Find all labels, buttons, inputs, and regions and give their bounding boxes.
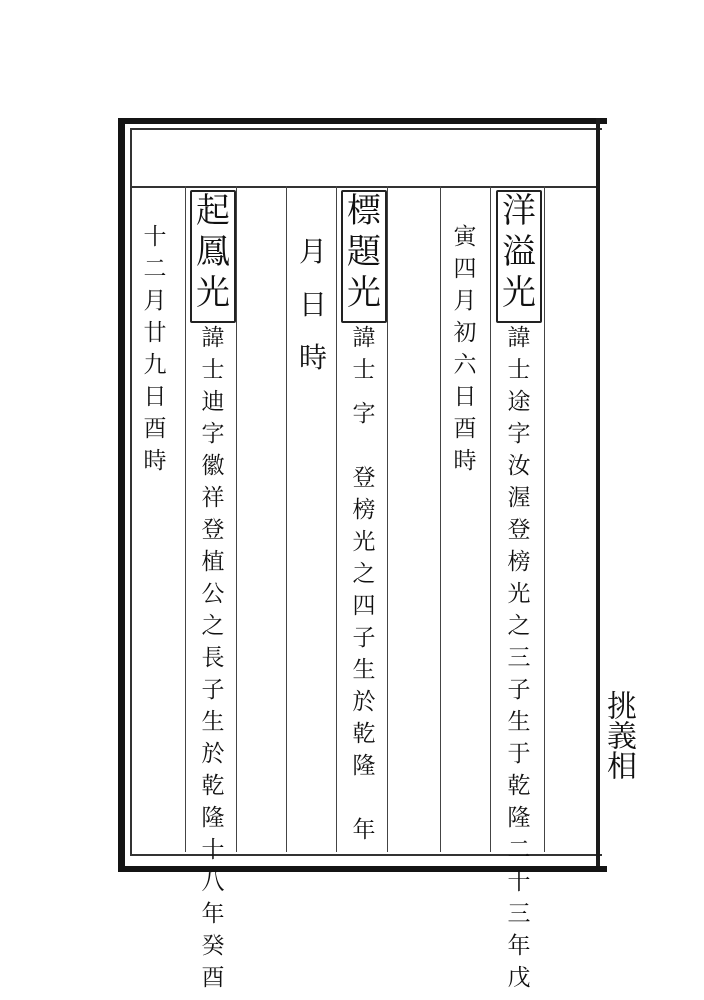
text-char: 十 xyxy=(201,837,225,863)
text-char: 二 xyxy=(143,256,167,282)
text-char: 字 xyxy=(352,401,376,427)
date-placeholder-text xyxy=(296,235,330,381)
text-char: 乾 xyxy=(201,773,225,799)
text-char: 迪 xyxy=(201,389,225,415)
text-char: 乾 xyxy=(352,721,376,747)
text-char: 光 xyxy=(196,273,230,313)
date-column xyxy=(296,235,330,381)
text-char: 四 xyxy=(352,593,376,619)
date-column xyxy=(140,226,170,482)
text-char: 酉 xyxy=(201,965,225,991)
text-char: 植 xyxy=(201,549,225,575)
text-char: 生 xyxy=(507,709,531,735)
margin-text-label: 挑義相 xyxy=(601,690,636,780)
column-rule xyxy=(185,186,186,852)
text-char: 長 xyxy=(201,645,225,671)
text-char: 日 xyxy=(143,384,167,410)
column-rule xyxy=(236,186,237,852)
text-char: 題 xyxy=(347,232,381,272)
text-char: 諱 xyxy=(507,325,531,351)
column-rule xyxy=(387,186,388,852)
text-char: 起 xyxy=(196,191,230,231)
text-char: 於 xyxy=(201,741,225,767)
text-char: 月 xyxy=(453,288,477,314)
text-char: 祥 xyxy=(201,485,225,511)
header-band xyxy=(132,130,600,188)
entry-text xyxy=(198,327,228,999)
text-char: 四 xyxy=(453,256,477,282)
text-char: 時 xyxy=(298,341,327,374)
text-char: 榜 xyxy=(507,549,531,575)
column-rule xyxy=(544,186,545,852)
text-char: 光 xyxy=(502,273,536,313)
text-char: 酉 xyxy=(143,416,167,442)
column-rule xyxy=(440,186,441,852)
text-char: 洋 xyxy=(502,191,536,231)
text-char: 年 xyxy=(352,817,376,843)
page-edge xyxy=(596,118,600,866)
text-char: 八 xyxy=(201,869,225,895)
text-char: 隆 xyxy=(352,753,376,779)
text-char: 初 xyxy=(453,320,477,346)
column-rule xyxy=(286,186,287,852)
entry-column-qifeng xyxy=(190,190,236,999)
text-char: 士 xyxy=(507,357,531,383)
person-name xyxy=(193,191,233,317)
text-char: 六 xyxy=(453,352,477,378)
text-char: 隆 xyxy=(201,805,225,831)
text-char: 三 xyxy=(507,645,531,671)
text-char: 之 xyxy=(201,613,225,639)
birth-date-text xyxy=(140,226,170,482)
text-char: 月 xyxy=(143,288,167,314)
text-char: 渥 xyxy=(507,485,531,511)
text-char: 公 xyxy=(201,581,225,607)
text-char: 時 xyxy=(453,448,477,474)
text-char: 生 xyxy=(352,657,376,683)
text-char: 乾 xyxy=(507,773,531,799)
text-char: 光 xyxy=(507,581,531,607)
text-char: 之 xyxy=(352,561,376,587)
text-char: 十 xyxy=(507,869,531,895)
text-char: 登 xyxy=(201,517,225,543)
date-column xyxy=(450,226,480,482)
text-char: 光 xyxy=(347,273,381,313)
text-char: 汝 xyxy=(507,453,531,479)
text-char: 子 xyxy=(507,677,531,703)
text-char: 三 xyxy=(507,901,531,927)
text-char: 子 xyxy=(201,677,225,703)
name-box xyxy=(190,190,236,323)
text-char: 諱 xyxy=(352,325,376,351)
person-name xyxy=(499,191,539,317)
text-char: 生 xyxy=(201,709,225,735)
entry-text xyxy=(504,327,534,999)
text-char: 月 xyxy=(298,235,327,268)
text-char: 時 xyxy=(143,448,167,474)
text-char: 字 xyxy=(201,421,225,447)
text-char: 年 xyxy=(507,933,531,959)
entry-text-end xyxy=(349,819,379,851)
entry-column-yangyi xyxy=(496,190,542,999)
text-char: 日 xyxy=(453,384,477,410)
entry-column-biaoti xyxy=(341,190,387,851)
margin-text xyxy=(601,690,636,780)
text-char: 之 xyxy=(507,613,531,639)
text-char: 戊 xyxy=(507,965,531,991)
text-char: 年 xyxy=(201,901,225,927)
text-char: 光 xyxy=(352,529,376,555)
text-char: 于 xyxy=(507,741,531,767)
text-char: 子 xyxy=(352,625,376,651)
text-char: 鳳 xyxy=(196,232,230,272)
column-rule xyxy=(490,186,491,852)
text-char: 標 xyxy=(347,191,381,231)
entry-text-mid xyxy=(349,403,379,435)
text-char: 於 xyxy=(352,689,376,715)
text-char: 士 xyxy=(201,357,225,383)
text-char: 癸 xyxy=(201,933,225,959)
text-char: 日 xyxy=(298,288,327,321)
birth-date-text xyxy=(450,226,480,482)
text-char: 登 xyxy=(352,465,376,491)
text-char: 登 xyxy=(507,517,531,543)
text-char: 士 xyxy=(352,357,376,383)
name-box xyxy=(496,190,542,323)
text-char: 廿 xyxy=(143,320,167,346)
text-char: 途 xyxy=(507,389,531,415)
entry-text-top xyxy=(349,327,379,391)
text-char: 榜 xyxy=(352,497,376,523)
text-char: 寅 xyxy=(453,224,477,250)
text-char: 徽 xyxy=(201,453,225,479)
text-char: 十 xyxy=(143,224,167,250)
text-char: 諱 xyxy=(201,325,225,351)
name-box xyxy=(341,190,387,323)
entry-text-bottom xyxy=(349,467,379,787)
person-name xyxy=(344,191,384,317)
text-char: 溢 xyxy=(502,232,536,272)
text-char: 字 xyxy=(507,421,531,447)
text-char: 九 xyxy=(143,352,167,378)
text-char: 酉 xyxy=(453,416,477,442)
text-char: 隆 xyxy=(507,805,531,831)
text-char: 二 xyxy=(507,837,531,863)
column-rule xyxy=(336,186,337,852)
